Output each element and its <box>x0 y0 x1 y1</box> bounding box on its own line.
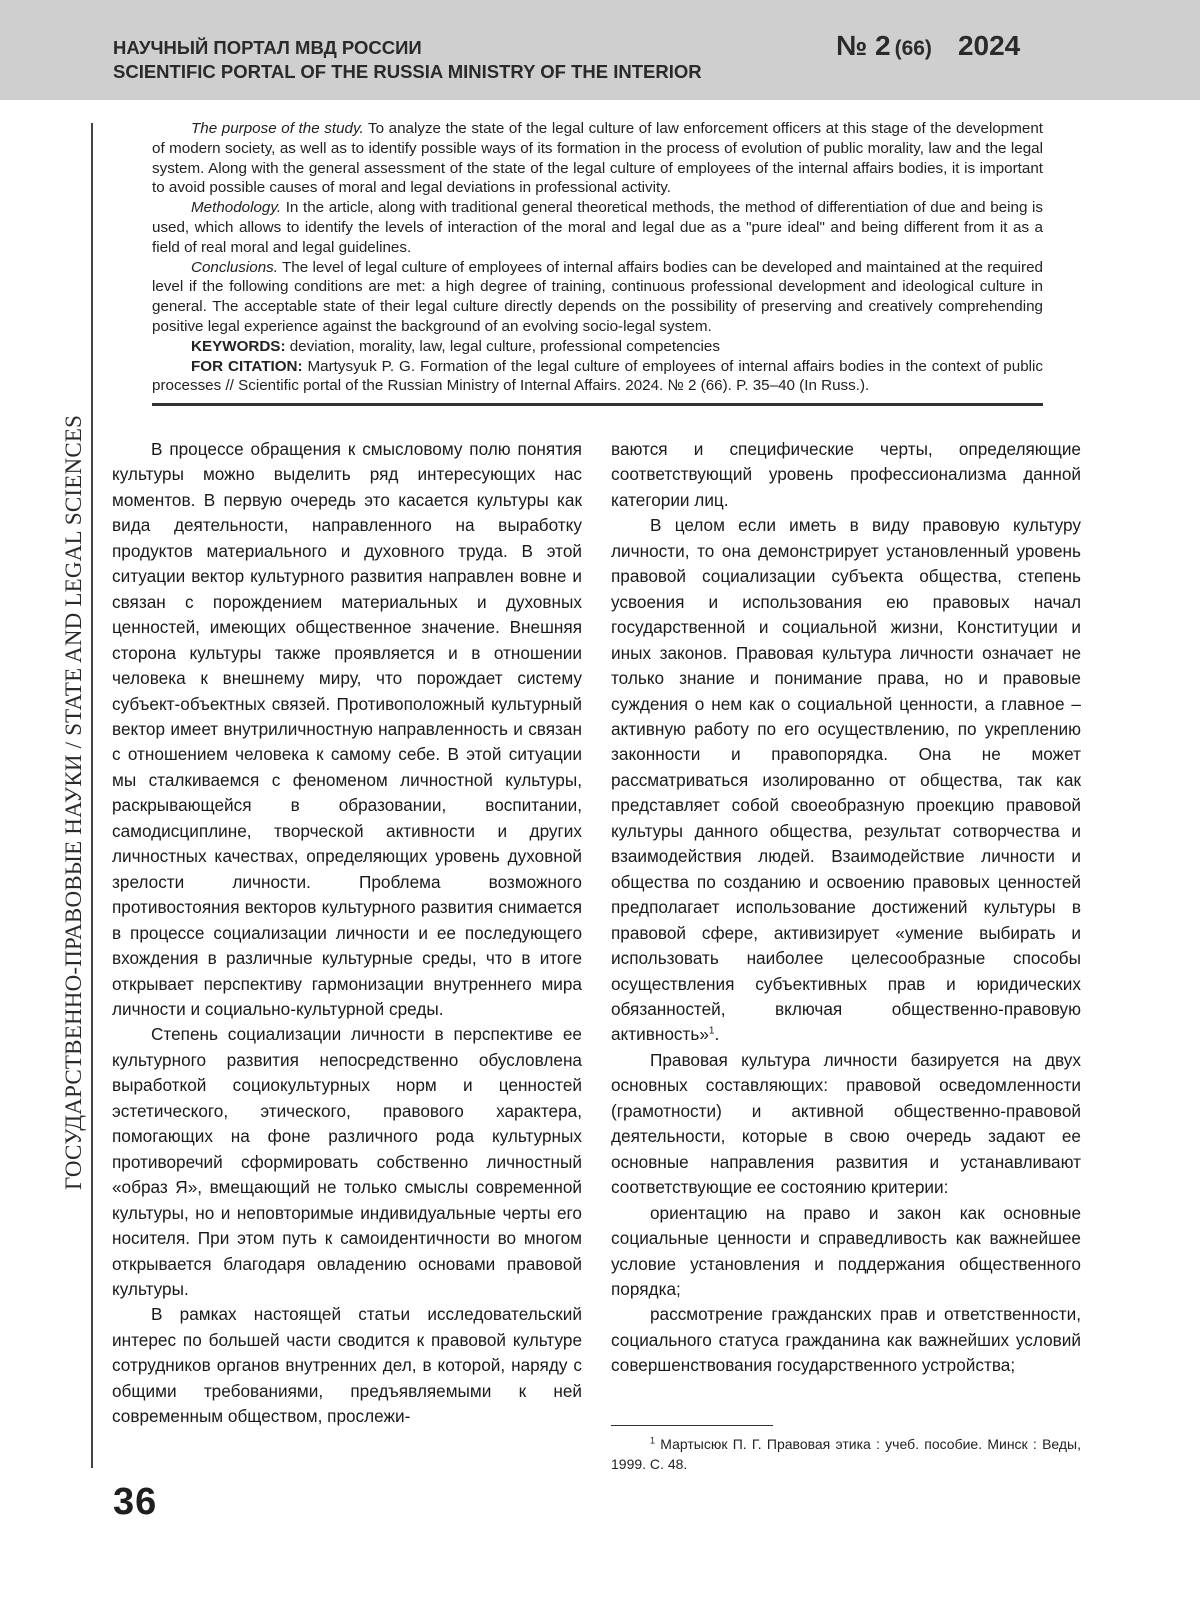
purpose-label: The purpose of the study. <box>191 120 364 137</box>
abstract-citation <box>152 357 1043 397</box>
abstract-keywords <box>152 337 1043 357</box>
abstract-block <box>152 119 1043 396</box>
body-paragraph: Степень социализации личности в перспективе ее культурного развития непосредственно обусловлена выработкой социокультурных норм и ценностей эстетического, этического, правового характера, помогающих на фоне различного рода культурных противоречий сформировать собственно личностный «образ Я», вмещающий не только смыслы современной культуры, но и неповторимые индивидуальные черты его носителя. При этом путь к самоидентичности во многом открывается благодаря овладению основами правовой культуры. <box>112 1024 582 1299</box>
citation-label: FOR CITATION: <box>191 357 303 375</box>
footnote-text: Мартысюк П. Г. Правовая этика : учеб. пособие. Минск : Веды, 1999. С. 48. <box>611 1436 1081 1472</box>
abstract-conclusions <box>152 258 1043 337</box>
purpose-text: To analyze the state of the legal culture of law enforcement officers at this stage of the development of modern society, as well as to identify possible ways of its formation in the process of evolution of public morality, law and the legal system. Along with the general assessment of the state of the legal culture of employees of the internal affairs bodies, it is important to avoid possible causes of moral and legal deviations in professional activity. <box>152 120 1043 197</box>
journal-titles <box>113 36 702 84</box>
body-column-left <box>112 437 582 1430</box>
abstract-divider <box>152 403 1043 406</box>
footnote <box>611 1434 1081 1474</box>
sidebar-section-title: ГОСУДАРСТВЕННО-ПРАВОВЫЕ НАУКИ / STATE AND LEGAL SCIENCES <box>61 414 86 1190</box>
body-paragraph: В рамках настоящей статьи исследовательский интерес по большей части сводится к правовой культуре сотрудников органов внутренних дел, в которой, наряду с общими требованиями, предъявляемыми к ней современным обществом, прослежи- <box>112 1304 582 1427</box>
issue-total-number: (66) <box>894 37 932 60</box>
issue-number: № 2 <box>836 30 891 61</box>
conclusions-text: The level of legal culture of employees of internal affairs bodies can be developed and maintained at the required level if the following conditions are met: a high degree of training, continuous professional development and ideological culture in general. The acceptable state of their legal culture directly depends on the possibility of preserving and creatively comprehending positive legal experience against the background of an evolving socio-legal system. <box>152 258 1043 335</box>
conclusions-label: Conclusions. <box>191 258 278 276</box>
abstract-methodology <box>152 198 1043 257</box>
page-number: 36 <box>113 1481 158 1523</box>
journal-title-ru: НАУЧНЫЙ ПОРТАЛ МВД РОССИИ <box>113 37 422 58</box>
body-paragraph: В процессе обращения к смысловому полю понятия культуры можно выделить ряд интересующих нас моментов. В первую очередь это касается культуры как вида деятельности, направленного на выработку продуктов материального и духовного труда. В этой ситуации вектор культурного развития направлен вовне и связан с порождением материальных и духовных ценностей, имеющих общественное значение. Внешняя сторона культуры также проявляется и в отношении человека к внешнему миру, что порождает систему субъект-объектных связей. Противоположный культурный вектор имеет внутриличностную направленность и связан с отношением человека к самому себе. В этой ситуации мы сталкиваемся с феноменом личностной культуры, раскрывающейся в образовании, воспитании, самодисциплине, творческой активности и других личностных качествах, определяющих уровень духовной зрелости личности. Проблема возможного противостояния векторов культурного развития снимается в процессе социализации личности и ее последующего вхождения в различные культурные среды, что в итоге открывает перспективу гармонизации внутреннего мира личности и социально-культурной среды. <box>112 439 582 1019</box>
paragraph-end: . <box>714 1024 720 1045</box>
journal-header <box>0 0 1200 100</box>
journal-title-en: SCIENTIFIC PORTAL OF THE RUSSIA MINISTRY OF THE INTERIOR <box>113 61 702 82</box>
footnote-reference[interactable]: 1 <box>708 1025 715 1037</box>
paragraph-text: В целом если иметь в виду правовую культуру личности, то она демонстрирует установленный уровень правовой социализации субъекта общества, степень усвоения и использования ею правовых начал государственной и социальной жизни, Конституции и иных законов. Правовая культура личности означает не только знание и понимание права, но и правовые суждения о нем как о социальной ценности, а главное – активную работу по его осуществлению, по укреплению законности и правопорядка. Она не может рассматриваться изолированно от общества, так как представляет собой своеобразную проекцию правовой культуры данного общества, результат сотворчества и взаимодействия людей. Взаимодействие личности и общества по созданию и освоению правовых ценностей предполагает использование достижений культуры в правовой сфере, активизирует «умение выбирать и использовать наиболее целесообразные способы осуществления субъективных прав и юридических обязанностей, включая общественно-правовую активность» <box>611 515 1081 1045</box>
methodology-label: Methodology. <box>191 199 282 217</box>
keywords-text: deviation, morality, law, legal culture, professional competencies <box>285 337 720 355</box>
issue-info <box>836 30 1020 62</box>
citation-text: Martysyuk P. G. Formation of the legal culture of employees of internal affairs bodies in the context of public processes // Scientific portal of the Russian Ministry of Internal Affairs. 2024. № 2 (66). P. 35–40 (In Russ.). <box>152 357 1043 395</box>
methodology-text: In the article, along with traditional general theoretical methods, the method of differentiation of due and being is used, which allows to identify the levels of interaction of the moral and legal due as a "pure ideal" and being different from it as a field of real moral and legal guidelines. <box>152 199 1043 256</box>
body-paragraph: Правовая культура личности базируется на двух основных составляющих: правовой осведомленности (грамотности) и активной общественно-правовой деятельности, которые в свою очередь задают ее основные направления развития и устанавливают соответствующие ее состоянию критерии: <box>611 1049 1081 1198</box>
keywords-label: KEYWORDS: <box>191 337 286 355</box>
body-paragraph: рассмотрение гражданских прав и ответственности, социального статуса гражданина как важнейших условий совершенствования государственного устройства; <box>611 1304 1081 1376</box>
footnote-marker: 1 <box>650 1435 656 1446</box>
body-paragraph <box>611 513 1081 1048</box>
body-paragraph: ваются и специфические черты, определяющие соответствующий уровень профессионализма данной категории лиц. <box>611 439 1081 510</box>
abstract-purpose <box>152 119 1043 198</box>
body-column-right <box>611 437 1081 1379</box>
issue-year: 2024 <box>957 30 1021 61</box>
body-paragraph: ориентацию на право и закон как основные социальные ценности и справедливость как важнейшее условие установления и поддержания общественного порядка; <box>611 1202 1081 1299</box>
footnote-divider <box>611 1425 773 1426</box>
